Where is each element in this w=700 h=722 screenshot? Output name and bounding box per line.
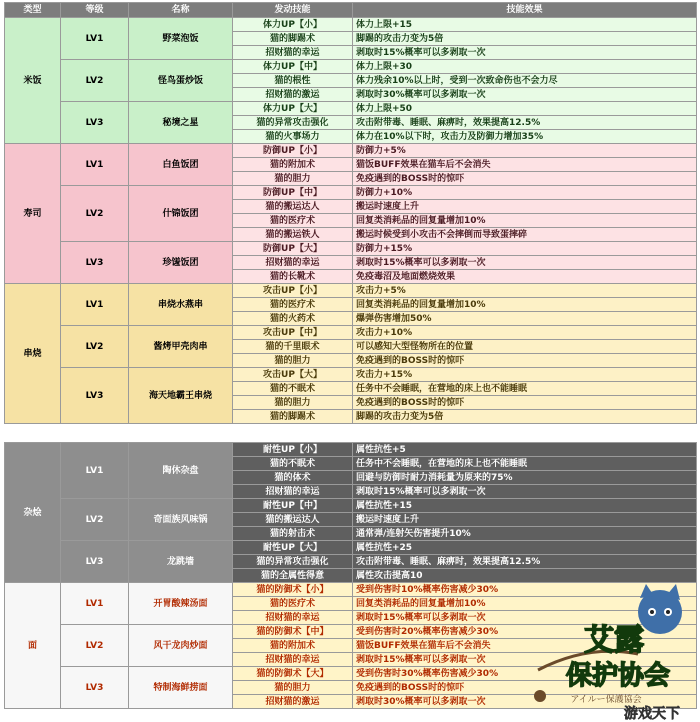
food-type-cell: 寿司 (5, 144, 61, 284)
dish-name-cell: 珍馐饭团 (129, 242, 233, 284)
food-type-cell: 米饭 (5, 18, 61, 144)
skill-cell: 猫的脚踢术 (233, 32, 353, 46)
level-cell: LV1 (61, 144, 129, 186)
table-row (5, 60, 697, 74)
skill-cell: 猫的医疗术 (233, 298, 353, 312)
dish-name-cell: 什锦饭团 (129, 186, 233, 242)
table-header-row (5, 3, 697, 18)
dish-name-cell: 特制海鲜捞面 (129, 667, 233, 709)
dish-name-cell: 串烧水燕串 (129, 284, 233, 326)
skill-cell: 猫的胆力 (233, 681, 353, 695)
level-cell: LV1 (61, 443, 129, 499)
effect-cell: 属性抗性+25 (353, 541, 697, 555)
effect-cell: 回复类消耗品的回复量增加10% (353, 298, 697, 312)
table-row (5, 284, 697, 298)
skill-cell: 耐性UP【小】 (233, 443, 353, 457)
header-level: 等级 (61, 3, 129, 18)
skill-cell: 猫的搬运达人 (233, 513, 353, 527)
effect-cell: 属性抗性+15 (353, 499, 697, 513)
dish-name-cell: 白鱼饭团 (129, 144, 233, 186)
effect-cell: 回复类消耗品的回复量增加10% (353, 597, 697, 611)
effect-cell: 体力上限+30 (353, 60, 697, 74)
table-row (5, 102, 697, 116)
skill-cell: 猫的附加术 (233, 639, 353, 653)
effect-cell: 猫饭BUFF效果在猫车后不会消失 (353, 639, 697, 653)
effect-cell: 攻击力+15% (353, 368, 697, 382)
header-skill: 发动技能 (233, 3, 353, 18)
dish-name-cell: 酱烤甲壳肉串 (129, 326, 233, 368)
logo-subtitle: アイルー保護協会 (570, 695, 642, 705)
effect-cell: 属性攻击提高10 (353, 569, 697, 583)
effect-cell: 免疫遇到的BOSS时的惊吓 (353, 172, 697, 186)
skill-cell: 猫的搬运铁人 (233, 228, 353, 242)
dish-name-cell: 海天地霸王串烧 (129, 368, 233, 424)
food-skill-table-top (4, 2, 697, 424)
effect-cell: 免疫遇到的BOSS时的惊吓 (353, 396, 697, 410)
skill-cell: 猫的脚踢术 (233, 410, 353, 424)
level-cell: LV3 (61, 368, 129, 424)
food-type-cell: 杂烩 (5, 443, 61, 583)
effect-cell: 回避与防御时耐力消耗量为原来的75% (353, 471, 697, 485)
skill-cell: 防御UP【中】 (233, 186, 353, 200)
airou-protection-association-logo (528, 584, 698, 722)
effect-cell: 爆弹伤害增加50% (353, 312, 697, 326)
skill-cell: 猫的附加术 (233, 158, 353, 172)
dish-name-cell: 秘境之星 (129, 102, 233, 144)
effect-cell: 剥取时15%概率可以多剥取一次 (353, 256, 697, 270)
dish-name-cell: 怪鸟蛋炒饭 (129, 60, 233, 102)
header-name: 名称 (129, 3, 233, 18)
food-type-cell: 串烧 (5, 284, 61, 424)
skill-cell: 猫的不眠术 (233, 457, 353, 471)
effect-cell: 免疫毒沼及地面燃烧效果 (353, 270, 697, 284)
effect-cell: 剥取时30%概率可以多剥取一次 (353, 695, 697, 709)
table-row (5, 242, 697, 256)
effect-cell: 剥取时15%概率可以多剥取一次 (353, 485, 697, 499)
level-cell: LV3 (61, 242, 129, 284)
effect-cell: 受到伤害时20%概率伤害减少30% (353, 625, 697, 639)
effect-cell: 脚踢的攻击力变为5倍 (353, 410, 697, 424)
dish-name-cell: 风干龙肉炒面 (129, 625, 233, 667)
skill-cell: 猫的体术 (233, 471, 353, 485)
skill-cell: 猫的射击术 (233, 527, 353, 541)
effect-cell: 受到伤害时30%概率伤害减少30% (353, 667, 697, 681)
level-cell: LV3 (61, 541, 129, 583)
skill-cell: 体力UP【大】 (233, 102, 353, 116)
effect-cell: 体力残余10%以上时，受到一次致命伤也不会力尽 (353, 74, 697, 88)
level-cell: LV2 (61, 186, 129, 242)
effect-cell: 任务中不会睡眠，在营地的床上也不能睡眠 (353, 382, 697, 396)
effect-cell: 搬运时候受到小攻击不会摔倒而导致蛋摔碎 (353, 228, 697, 242)
skill-cell: 猫的防御术【中】 (233, 625, 353, 639)
skill-cell: 猫的医疗术 (233, 597, 353, 611)
skill-cell: 招财猫的幸运 (233, 485, 353, 499)
skill-cell: 猫的胆力 (233, 354, 353, 368)
effect-cell: 攻击附带毒、睡眠、麻痹时，效果提高12.5% (353, 555, 697, 569)
effect-cell: 猫饭BUFF效果在猫车后不会消失 (353, 158, 697, 172)
level-cell: LV3 (61, 667, 129, 709)
header-effect: 技能效果 (353, 3, 697, 18)
skill-cell: 招财猫的激运 (233, 695, 353, 709)
level-cell: LV2 (61, 499, 129, 541)
effect-cell: 免疫遇到的BOSS时的惊吓 (353, 354, 697, 368)
level-cell: LV3 (61, 102, 129, 144)
effect-cell: 受到伤害时10%概率伤害减少30% (353, 583, 697, 597)
skill-cell: 攻击UP【中】 (233, 326, 353, 340)
effect-cell: 脚踢的攻击力变为5倍 (353, 32, 697, 46)
skill-cell: 猫的胆力 (233, 396, 353, 410)
effect-cell: 体力在10%以下时，攻击力及防御力增加35% (353, 130, 697, 144)
dish-name-cell: 开胃酸辣汤面 (129, 583, 233, 625)
skill-cell: 猫的火药术 (233, 312, 353, 326)
skill-cell: 猫的防御术【小】 (233, 583, 353, 597)
skill-cell: 猫的异常攻击强化 (233, 116, 353, 130)
skill-cell: 招财猫的幸运 (233, 46, 353, 60)
skill-cell: 猫的医疗术 (233, 214, 353, 228)
level-cell: LV2 (61, 625, 129, 667)
skill-cell: 招财猫的激运 (233, 88, 353, 102)
skill-cell: 猫的长靴术 (233, 270, 353, 284)
table-row (5, 18, 697, 32)
skill-cell: 体力UP【中】 (233, 60, 353, 74)
effect-cell: 回复类消耗品的回复量增加10% (353, 214, 697, 228)
dish-name-cell: 奇面族风味锅 (129, 499, 233, 541)
effect-cell: 通常弹/连射矢伤害提升10% (353, 527, 697, 541)
skill-cell: 猫的根性 (233, 74, 353, 88)
level-cell: LV2 (61, 326, 129, 368)
skill-cell: 耐性UP【中】 (233, 499, 353, 513)
effect-cell: 属性抗性+5 (353, 443, 697, 457)
effect-cell: 任务中不会睡眠，在营地的床上也不能睡眠 (353, 457, 697, 471)
skill-cell: 猫的异常攻击强化 (233, 555, 353, 569)
effect-cell: 剥取时15%概率可以多剥取一次 (353, 46, 697, 60)
skill-cell: 猫的搬运达人 (233, 200, 353, 214)
table-row (5, 443, 697, 457)
effect-cell: 剥取时15%概率可以多剥取一次 (353, 653, 697, 667)
level-cell: LV1 (61, 583, 129, 625)
skill-cell: 耐性UP【大】 (233, 541, 353, 555)
effect-cell: 剥取时30%概率可以多剥取一次 (353, 88, 697, 102)
header-type: 类型 (5, 3, 61, 18)
effect-cell: 防御力+10% (353, 186, 697, 200)
effect-cell: 搬运时速度上升 (353, 200, 697, 214)
skill-cell: 猫的防御术【大】 (233, 667, 353, 681)
effect-cell: 剥取时15%概率可以多剥取一次 (353, 611, 697, 625)
effect-cell: 可以感知大型怪物所在的位置 (353, 340, 697, 354)
dish-name-cell: 龙跳墙 (129, 541, 233, 583)
skill-cell: 攻击UP【大】 (233, 368, 353, 382)
level-cell: LV1 (61, 18, 129, 60)
effect-cell: 攻击力+5% (353, 284, 697, 298)
logo-title-top: 艾露 (584, 623, 644, 658)
table-row (5, 186, 697, 200)
table-row (5, 499, 697, 513)
skill-cell: 猫的胆力 (233, 172, 353, 186)
table-row (5, 368, 697, 382)
effect-cell: 免疫遇到的BOSS时的惊吓 (353, 681, 697, 695)
effect-cell: 体力上限+15 (353, 18, 697, 32)
skill-cell: 猫的不眠术 (233, 382, 353, 396)
food-type-cell: 面 (5, 583, 61, 709)
dish-name-cell: 野菜泡饭 (129, 18, 233, 60)
skill-cell: 攻击UP【小】 (233, 284, 353, 298)
skill-cell: 防御UP【小】 (233, 144, 353, 158)
effect-cell: 攻击力+10% (353, 326, 697, 340)
level-cell: LV1 (61, 284, 129, 326)
effect-cell: 防御力+5% (353, 144, 697, 158)
table-row (5, 326, 697, 340)
table-row (5, 144, 697, 158)
effect-cell: 搬运时速度上升 (353, 513, 697, 527)
level-cell: LV2 (61, 60, 129, 102)
logo-title-bottom: 保护协会 (565, 661, 671, 691)
dish-name-cell: 陶休杂盘 (129, 443, 233, 499)
skill-cell: 防御UP【大】 (233, 242, 353, 256)
skill-cell: 招财猫的幸运 (233, 653, 353, 667)
skill-cell: 猫的千里眼术 (233, 340, 353, 354)
skill-cell: 猫的全属性得意 (233, 569, 353, 583)
skill-cell: 招财猫的幸运 (233, 256, 353, 270)
effect-cell: 攻击附带毒、睡眠、麻痹时，效果提高12.5% (353, 116, 697, 130)
effect-cell: 防御力+15% (353, 242, 697, 256)
effect-cell: 体力上限+50 (353, 102, 697, 116)
skill-cell: 猫的火事场力 (233, 130, 353, 144)
watermark-text: 游戏天下 (624, 706, 680, 722)
table-row (5, 541, 697, 555)
skill-cell: 招财猫的幸运 (233, 611, 353, 625)
skill-cell: 体力UP【小】 (233, 18, 353, 32)
